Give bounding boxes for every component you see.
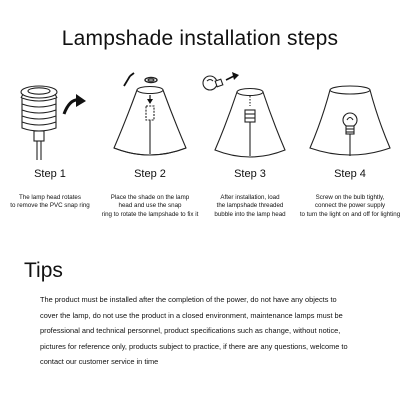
tips-body: The product must be installed after the completion of the power, do not have any objects to cover the lamp, do not use the product in a closed environment, maintenance lamps must be professional and technical personnel, product specifications such as change, without notice, pictures for reference only, products subject to practice, if there are any questions, welcome to contact our customer service in time: [40, 295, 348, 367]
step-3-description: After installation, load the lampshade threaded bubble into the lamp head: [214, 194, 286, 218]
snap-ring-icon: [145, 78, 157, 83]
steps-diagram: [0, 70, 400, 230]
step-3: [200, 70, 300, 230]
step-4-label: Step 4: [334, 168, 366, 180]
step-4: [300, 70, 400, 230]
page-title: Lampshade installation steps: [61, 27, 339, 50]
step-1-label: Step 1: [34, 168, 66, 180]
step-1-description: The lamp head rotates to remove the PVC snap ring: [10, 194, 90, 210]
lamp-head-icon: [0, 70, 100, 165]
step-4-description: Screw on the bulb tightly, connect the power supply to turn the light on and off for lighting: [299, 194, 400, 218]
rotate-arrow-icon: [64, 94, 86, 114]
step-2-label: Step 2: [134, 168, 166, 180]
tips-title: Tips: [24, 259, 63, 282]
bulb-icon: [203, 76, 223, 90]
lampshade-icon: [300, 70, 400, 165]
step-1: [0, 70, 100, 230]
step-2-description: Place the shade on the lamp head and use the snap ring to rotate the lampshade to fix it: [101, 194, 199, 218]
lampshade-icon: [100, 70, 200, 165]
lampshade-icon: [200, 70, 300, 165]
step-3-label: Step 3: [234, 168, 266, 180]
step-2: [100, 70, 200, 230]
